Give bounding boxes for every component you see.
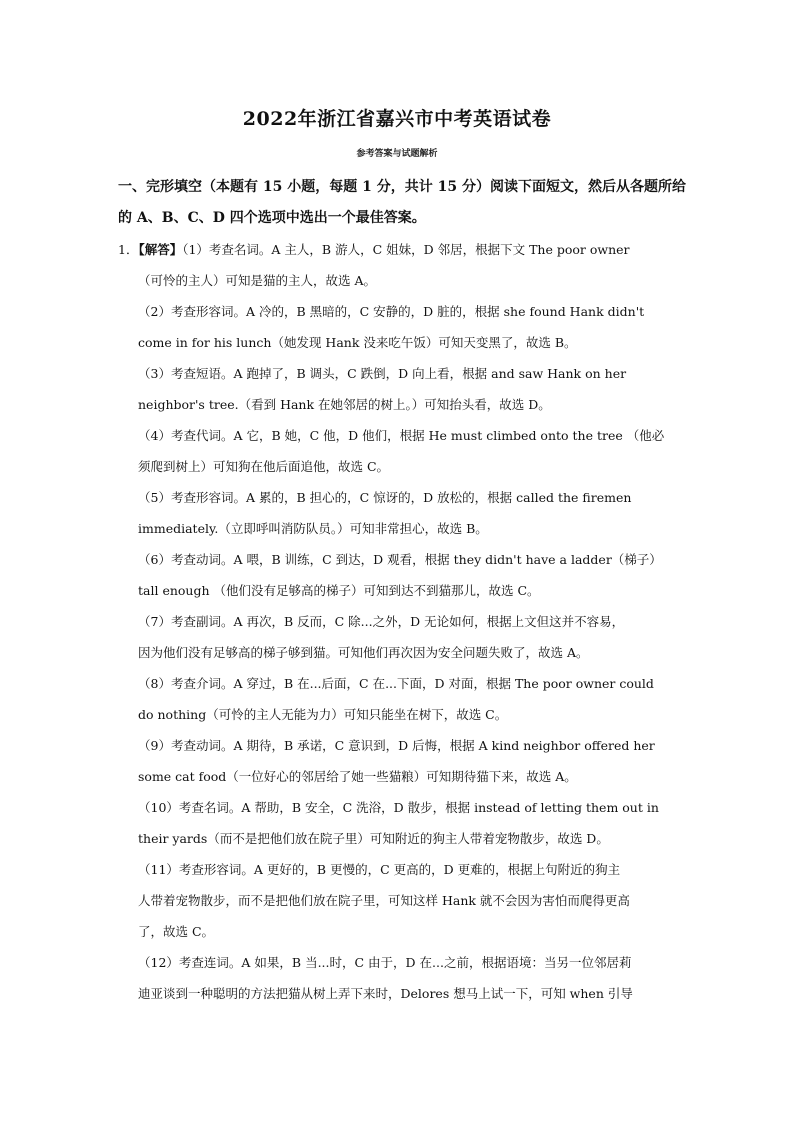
text-line: neighbor's tree.（看到 Hank 在她邻居的树上。）可知抬头看，故选 D。 [138, 397, 551, 412]
text-line: （6）考查动词。A 喂，B 训练，C 到达，D 观看，根据 they didn't have a ladder（梯子） [138, 552, 662, 567]
text-line: （11）考查形容词。A 更好的，B 更慢的，C 更高的，D 更难的，根据上句附近的狗主 [138, 862, 621, 877]
text-line: （9）考查动词。A 期待，B 承诺，C 意识到，D 后悔，根据 A kind neighbor offered her [138, 738, 655, 753]
text-line: do nothing（可怜的主人无能为力）可知只能坐在树下，故选 C。 [138, 707, 508, 722]
page-subtitle: 参考答案与试题解析 [356, 149, 438, 159]
text-line: （8）考查介词。A 穿过，B 在...后面，C 在...下面，D 对面，根据 The poor owner could [138, 676, 654, 691]
text-line: （4）考查代词。A 它，B 她，C 他，D 他们，根据 He must climbed onto the tree （他必 [138, 428, 665, 443]
text-line: （3）考查短语。A 跑掉了，B 调头，C 跌倒，D 向上看，根据 and saw Hank on her [138, 366, 627, 381]
answer-tag: 【解答】 [138, 242, 183, 257]
text-line: （7）考查副词。A 再次，B 反而，C 除...之外，D 无论如何，根据上文但这并不容易， [138, 614, 625, 629]
answer-first-line [118, 234, 630, 265]
text-line: immediately.（立即呼叫消防队员。）可知非常担心，故选 B。 [138, 521, 488, 536]
text-line: 须爬到树上）可知狗在他后面追他，故选 C。 [138, 459, 390, 474]
text-line: 了，故选 C。 [138, 924, 215, 939]
text-line: （10）考查名词。A 帮助，B 安全，C 洗浴，D 散步，根据 instead of letting them out in [138, 800, 659, 815]
text-line: 因为他们没有足够高的梯子够到猫。可知他们再次因为安全问题失败了，故选 A。 [138, 645, 589, 660]
section-heading-line-1: 一、完形填空（本题有 15 小题，每题 1 分，共计 15 分）阅读下面短文，然后从各题所给 [118, 179, 686, 195]
text-line: 迪亚谈到一种聪明的方法把猫从树上弄下来时，Delores 想马上试一下，可知 when 引导 [138, 986, 633, 1001]
text-line: （2）考查形容词。A 冷的，B 黑暗的，C 安静的，D 脏的，根据 she found Hank didn't [138, 304, 645, 319]
text-line: 人带着宠物散步，而不是把他们放在院子里，可知这样 Hank 就不会因为害怕而爬得更高 [138, 893, 630, 908]
section-heading-line-2: 的 A、B、C、D 四个选项中选出一个最佳答案。 [118, 210, 426, 226]
page-title: 2022年浙江省嘉兴市中考英语试卷 [242, 108, 552, 130]
text-line: （12）考查连词。A 如果，B 当...时，C 由于，D 在...之前，根据语境：当另一位邻居莉 [138, 955, 632, 970]
text-line: （1）考查名词。A 主人，B 游人，C 姐妹，D 邻居，根据下文 The poor owner [182, 242, 630, 257]
text-line: （5）考查形容词。A 累的，B 担心的，C 惊讶的，D 放松的，根据 called the firemen [138, 490, 632, 505]
text-line: tall enough （他们没有足够高的梯子）可知到达不到猫那儿，故选 C。 [138, 583, 540, 598]
question-number: 1． [118, 242, 139, 257]
text-line: come in for his lunch（她发现 Hank 没来吃午饭）可知天变黑了，故选 B。 [138, 335, 577, 350]
text-line: （可怜的主人）可知是猫的主人，故选 A。 [138, 273, 377, 288]
text-line: their yards（而不是把他们放在院子里）可知附近的狗主人带着宠物散步，故选 D。 [138, 831, 609, 846]
text-line: some cat food（一位好心的邻居给了她一些猫粮）可知期待猫下来，故选 A。 [138, 769, 577, 784]
